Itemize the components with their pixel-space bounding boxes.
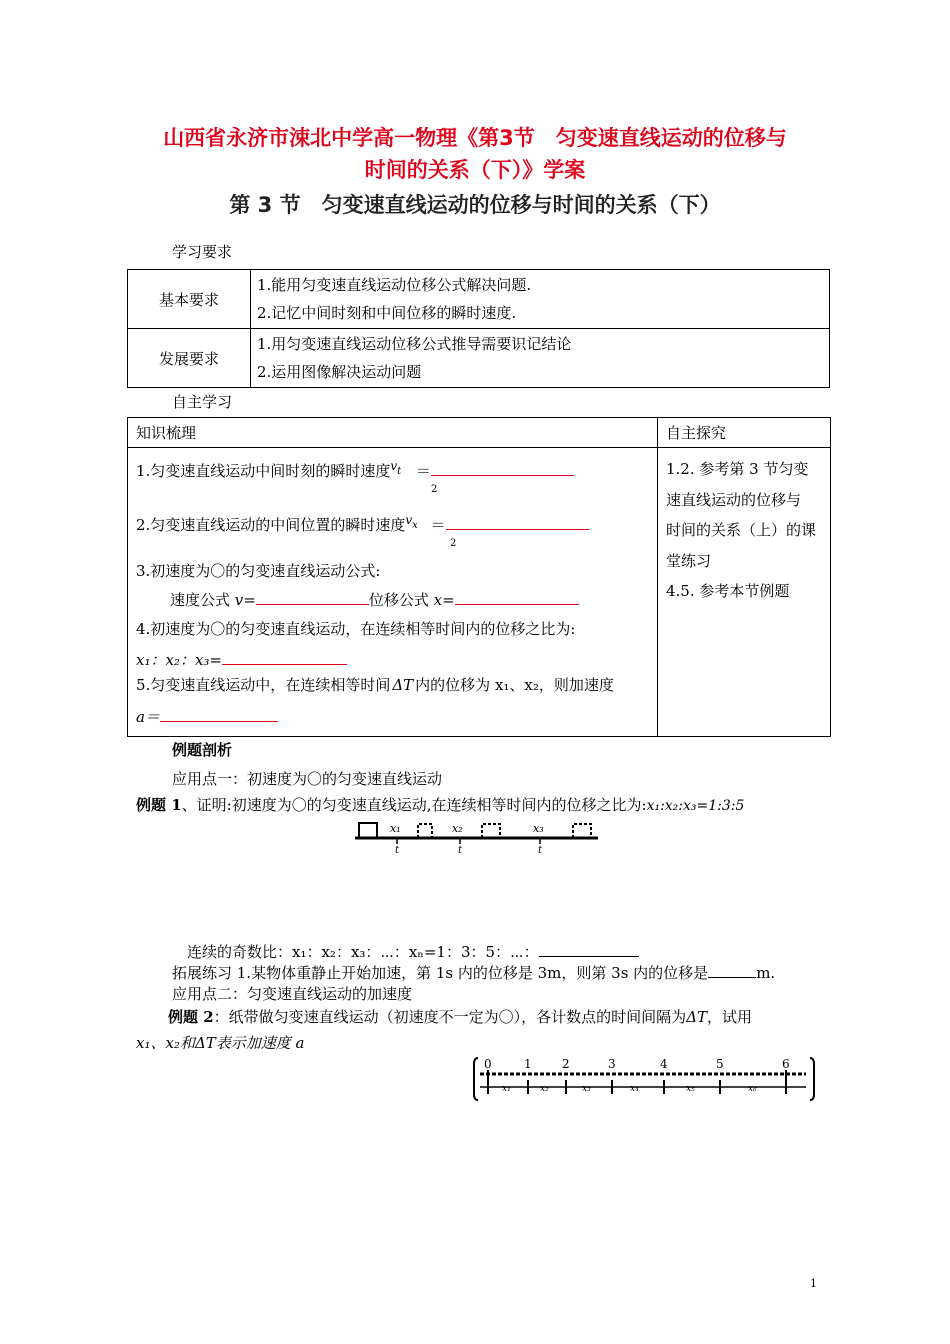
col-header-explore: 自主探究 [666,424,727,442]
paper-tape-diagram [472,1054,816,1104]
segment-x5: x₅ [686,1084,695,1094]
req-basic-item-2: 2.记忆中间时刻和中间位移的瞬时速度. [257,304,517,322]
title-line-2: 时间的关系（下）》学案 [364,158,586,182]
segment-label-x2: x₂ [452,822,463,835]
requirements-heading: 学习要求 [172,243,233,261]
tick-label-3: 3 [608,1057,616,1071]
question-5-accel: a＝ [136,706,278,728]
self-study-table: 知识梳理 自主探究 1.匀变速直线运动中间时刻的瞬时速度$^v$t ＝ 2 2.匀变速直线运动的中间位置的瞬时速度$^v$x ＝ 2 3.初速度为〇的匀变速直线运动公式: 速度公式 v= 位移公式 x= 4.初速度为〇的匀变速直线运动，在连续相等时间内的位移之比为: x₁：x₂：x₃= 5.匀变速直线运动中，在连续相等时间 ΔT 内的位移为 x₁、x₂，则加速度 a＝ 1.2. 参考第 3 节匀变 速直线运动的位移与 时间的关系（上）的课 堂练习 4.5. 参考本节例题 [127,417,831,737]
segment-x6: x₆ [748,1084,757,1094]
time-label-1: t [395,845,400,856]
col-header-knowledge: 知识梳理 [136,424,197,442]
extension-exercise-1: 拓展练习 1.某物体重静止开始加速，第 1s 内的位移是 3m，则第 3s 内的位移是 m. [172,964,776,982]
tick-label-0: 0 [484,1057,492,1071]
question-5: 5.匀变速直线运动中，在连续相等时间 ΔT 内的位移为 x₁、x₂，则加速度 [136,676,614,694]
tick-label-4: 4 [660,1057,668,1071]
answer-blank-q2[interactable] [446,515,589,530]
question-3-formulas: 速度公式 v= 位移公式 x= [170,589,579,611]
req-label-dev: 发展要求 [128,329,251,388]
answer-blank-acceleration[interactable] [160,707,278,722]
self-study-heading: 自主学习 [172,393,233,411]
examples-heading: 例题剖析 [172,741,233,759]
answer-blank-velocity[interactable] [256,590,369,605]
application-point-1: 应用点一：初速度为〇的匀变速直线运动 [172,770,443,788]
title-line-1: 山西省永济市涑北中学高一物理《第3节 匀变速直线运动的位移与 [163,126,787,150]
tick-label-5: 5 [716,1057,724,1071]
question-3: 3.初速度为〇的匀变速直线运动公式: [136,562,381,580]
answer-blank-q1[interactable] [431,461,574,476]
answer-blank-odd-ratio[interactable] [539,942,639,957]
segment-x1: x₁ [502,1084,511,1094]
requirements-table [127,269,830,388]
answer-blank-ratio[interactable] [222,650,347,665]
application-point-2: 应用点二：匀变速直线运动的加速度 [172,985,413,1003]
document-title [100,122,850,186]
question-1: 1.匀变速直线运动中间时刻的瞬时速度$^v$t ＝ [136,460,574,485]
segment-x4: x₄ [630,1084,639,1094]
req-dev-item-1: 1.用匀变速直线运动位移公式推导需要识记结论 [257,335,572,353]
odd-ratio-line: 连续的奇数比：x₁：x₂：x₃：⋯：xₙ=1：3：5：⋯： [187,941,639,963]
segment-label-x1: x₁ [390,822,401,835]
req-basic-item-1: 1.能用匀变速直线运动位移公式解决问题. [257,276,532,294]
example-2: 例题 2：纸带做匀变速直线运动（初速度不一定为〇），各计数点的时间间隔为ΔT，试用 [168,1008,753,1026]
segment-label-x3: x₃ [533,822,544,835]
question-4: 4.初速度为〇的匀变速直线运动，在连续相等时间内的位移之比为: [136,620,576,638]
motion-diagram-1 [352,814,602,856]
question-4-ratio: x₁：x₂：x₃= [136,649,347,671]
example-1: 例题 1、证明:初速度为〇的匀变速直线运动,在连续相等时间内的位移之比为:x₁:x₂:x₃=1:3:5 [136,796,745,814]
section-subtitle: 第 3 节 匀变速直线运动的位移与时间的关系（下） [229,193,721,217]
segment-x2: x₂ [540,1084,549,1094]
time-label-2: t [458,845,463,856]
segment-x3: x₃ [582,1084,591,1094]
time-label-3: t [538,845,543,856]
question-2: 2.匀变速直线运动的中间位置的瞬时速度$^v$x ＝ [136,514,589,539]
req-label-basic: 基本要求 [128,270,251,329]
answer-blank-displacement[interactable] [455,590,579,605]
tick-label-2: 2 [562,1057,570,1071]
req-dev-item-2: 2.运用图像解决运动问题 [257,363,422,381]
tick-label-1: 1 [524,1057,532,1071]
explore-notes: 1.2. 参考第 3 节匀变 速直线运动的位移与 时间的关系（上）的课 堂练习 4.5. 参考本节例题 [666,460,817,600]
tick-label-6: 6 [782,1057,790,1071]
answer-blank-ext[interactable] [708,963,756,978]
page-number: 1 [810,1277,817,1290]
example-2-line-2: x₁、x₂和ΔT表示加速度 a [136,1034,305,1052]
